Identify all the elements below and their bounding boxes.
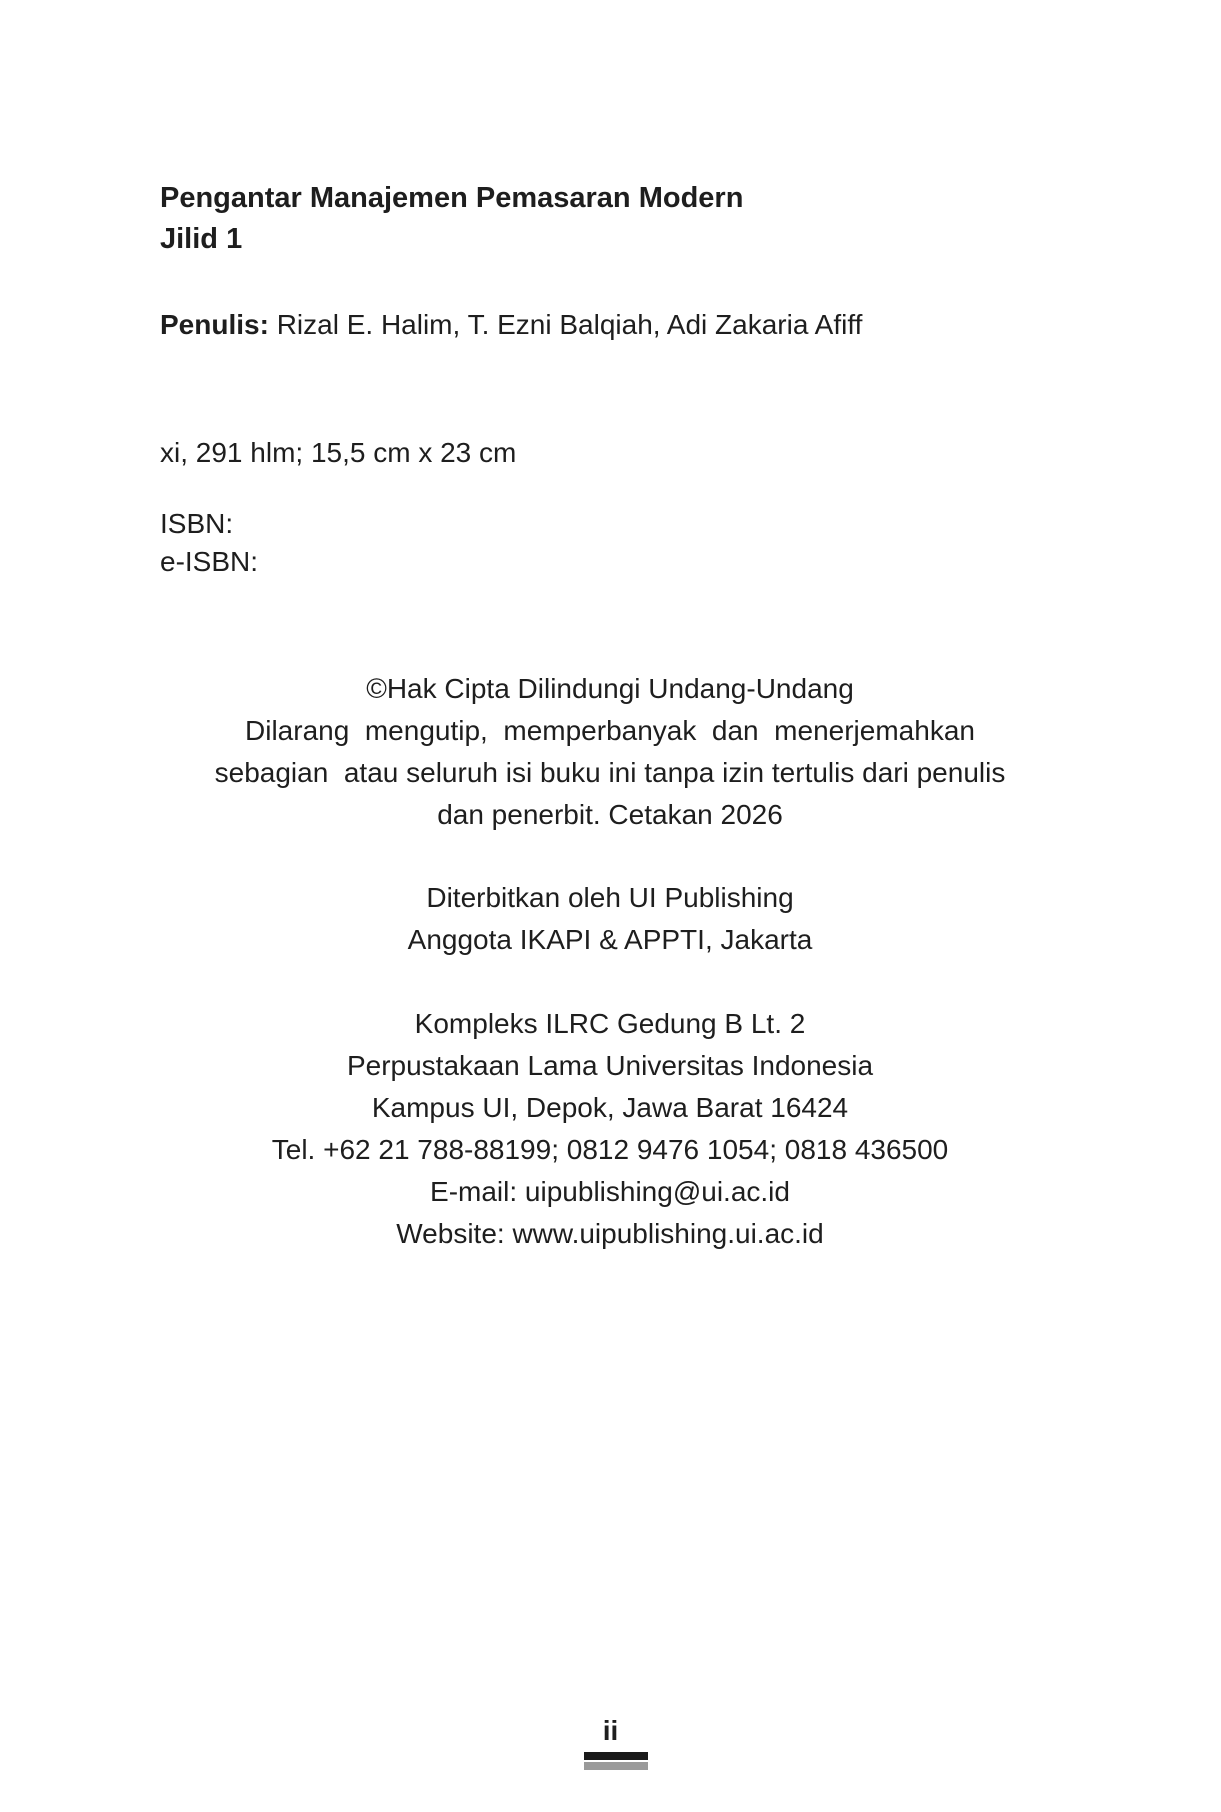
eisbn-label: e-ISBN:: [160, 546, 259, 577]
isbn-block: [160, 505, 1060, 581]
isbn-label: ISBN:: [160, 508, 234, 539]
publisher-line: Diterbitkan oleh UI Publishing: [426, 882, 794, 913]
address-line: Perpustakaan Lama Universitas Indonesia: [346, 1050, 874, 1081]
copyright-line: sebagian atau seluruh isi buku ini tanpa izin tertulis dari penulis: [214, 757, 1006, 788]
page-number: ii: [602, 1715, 619, 1746]
author-line: [160, 306, 1060, 344]
publisher-info: [110, 877, 1110, 961]
publisher-address: [110, 1003, 1110, 1255]
book-volume: Jilid 1: [160, 223, 243, 255]
page-bar-grey-stripe: [584, 1762, 648, 1770]
author-label: Penulis:: [160, 309, 269, 340]
email-line: E-mail: uipublishing@ui.ac.id: [430, 1176, 790, 1207]
page-number-bar: [584, 1752, 648, 1770]
copyright-line: Dilarang mengutip, memperbanyak dan menerjemahkan: [245, 715, 975, 746]
copyright-notice: [110, 668, 1110, 836]
publisher-line: Anggota IKAPI & APPTI, Jakarta: [407, 924, 813, 955]
page-bar-dark-stripe: [584, 1752, 648, 1760]
copyright-line: dan penerbit. Cetakan 2026: [437, 799, 783, 830]
book-specs: xi, 291 hlm; 15,5 cm x 23 cm: [160, 437, 517, 468]
address-line: Kampus UI, Depok, Jawa Barat 16424: [371, 1092, 849, 1123]
address-line: Kompleks ILRC Gedung B Lt. 2: [414, 1008, 806, 1039]
book-title: Pengantar Manajemen Pemasaran Modern: [160, 182, 744, 214]
copyright-line: ©Hak Cipta Dilindungi Undang-Undang: [366, 673, 854, 704]
phone-line: Tel. +62 21 788-88199; 0812 9476 1054; 0818 436500: [271, 1134, 949, 1165]
book-title-block: [160, 178, 1060, 260]
author-names: Rizal E. Halim, T. Ezni Balqiah, Adi Zakaria Afiff: [276, 309, 863, 340]
website-line: Website: www.uipublishing.ui.ac.id: [396, 1218, 824, 1249]
